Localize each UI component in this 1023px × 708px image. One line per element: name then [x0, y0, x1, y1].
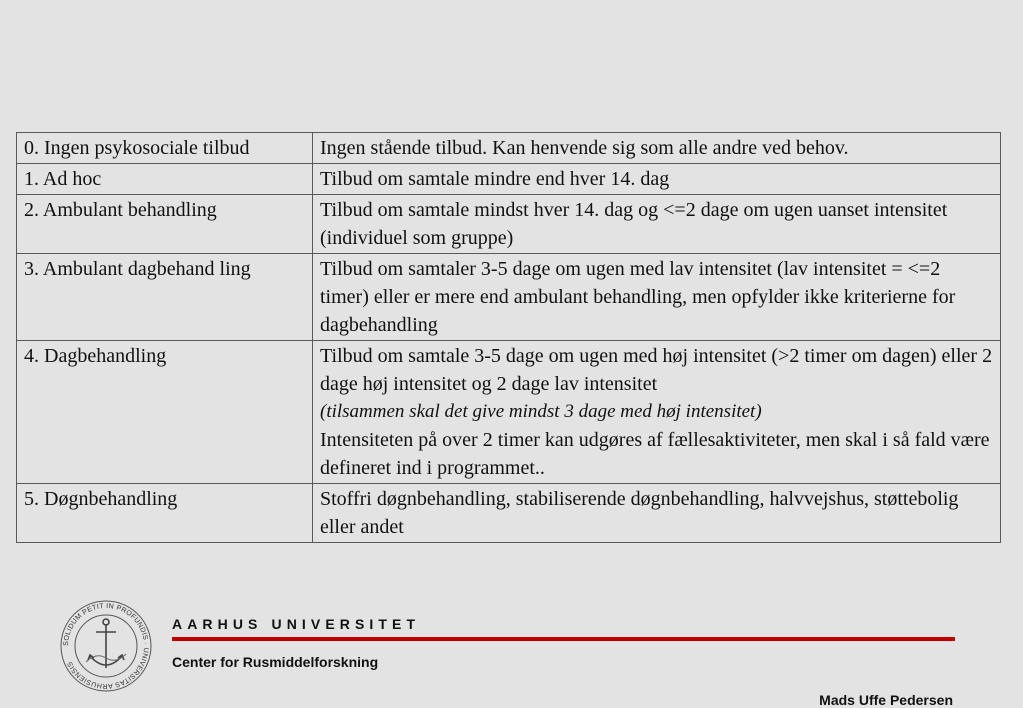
category-cell: [17, 254, 313, 341]
department-name: Center for Rusmiddelforskning: [172, 654, 379, 670]
table-row: [17, 254, 1001, 341]
treatment-categories-table: [16, 132, 1001, 543]
description-text: Tilbud om samtale mindre end hver 14. dag: [320, 168, 670, 190]
category-cell: [17, 341, 313, 484]
description-text: Ingen stående tilbud. Kan henvende sig som alle andre ved behov.: [320, 137, 849, 159]
footer-divider: [172, 637, 955, 641]
category-cell: [17, 164, 313, 195]
table-row: [17, 484, 1001, 543]
category-label: 2. Ambulant behandling: [24, 199, 217, 221]
table-row: [17, 133, 1001, 164]
seal-text: SOLIDUM PETIT IN PROFUNDIS · UNIVERSITAS ARHUSIENSIS: [62, 602, 150, 690]
description-cell: [313, 341, 1001, 484]
description-text: Tilbud om samtale mindst hver 14. dag og <=2 dage om ugen uanset intensitet (individuel som gruppe): [320, 199, 948, 249]
description-cell: [313, 195, 1001, 254]
category-label: 1. Ad hoc: [24, 168, 102, 190]
description-cell: [313, 484, 1001, 543]
description-cell: [313, 133, 1001, 164]
description-text: Stoffri døgnbehandling, stabiliserende døgnbehandling, halvvejshus, støttebolig eller andet: [320, 488, 959, 538]
author-name: Mads Uffe Pedersen: [819, 692, 953, 708]
category-cell: [17, 484, 313, 543]
table-row: [17, 195, 1001, 254]
category-cell: [17, 133, 313, 164]
category-label: 5. Døgnbehandling: [24, 488, 178, 510]
description-extra: Intensiteten på over 2 timer kan udgøres af fællesaktiviteter, men skal i så fald være defineret ind i programmet..: [320, 429, 990, 479]
description-text: Tilbud om samtale 3-5 dage om ugen med høj intensitet (>2 timer om dagen) eller 2 dage høj intensitet og 2 dage lav intensitet: [320, 345, 993, 395]
category-label: 3. Ambulant dagbehand ling: [24, 258, 251, 280]
university-seal-logo: [60, 600, 152, 692]
table-row: [17, 164, 1001, 195]
category-label: 0. Ingen psykosociale tilbud: [24, 137, 250, 159]
category-cell: [17, 195, 313, 254]
description-text: Tilbud om samtaler 3-5 dage om ugen med lav intensitet (lav intensitet = <=2 timer) eller er mere end ambulant behandling, men opfylder ikke kriterierne for dagbehandling: [320, 258, 956, 336]
description-cell: [313, 164, 1001, 195]
university-name: AARHUS UNIVERSITET: [172, 616, 421, 632]
description-note: (tilsammen skal det give mindst 3 dage med høj intensitet): [320, 401, 762, 422]
category-label: 4. Dagbehandling: [24, 345, 167, 367]
anchor-icon: [88, 619, 124, 668]
description-cell: [313, 254, 1001, 341]
table-row: [17, 341, 1001, 484]
